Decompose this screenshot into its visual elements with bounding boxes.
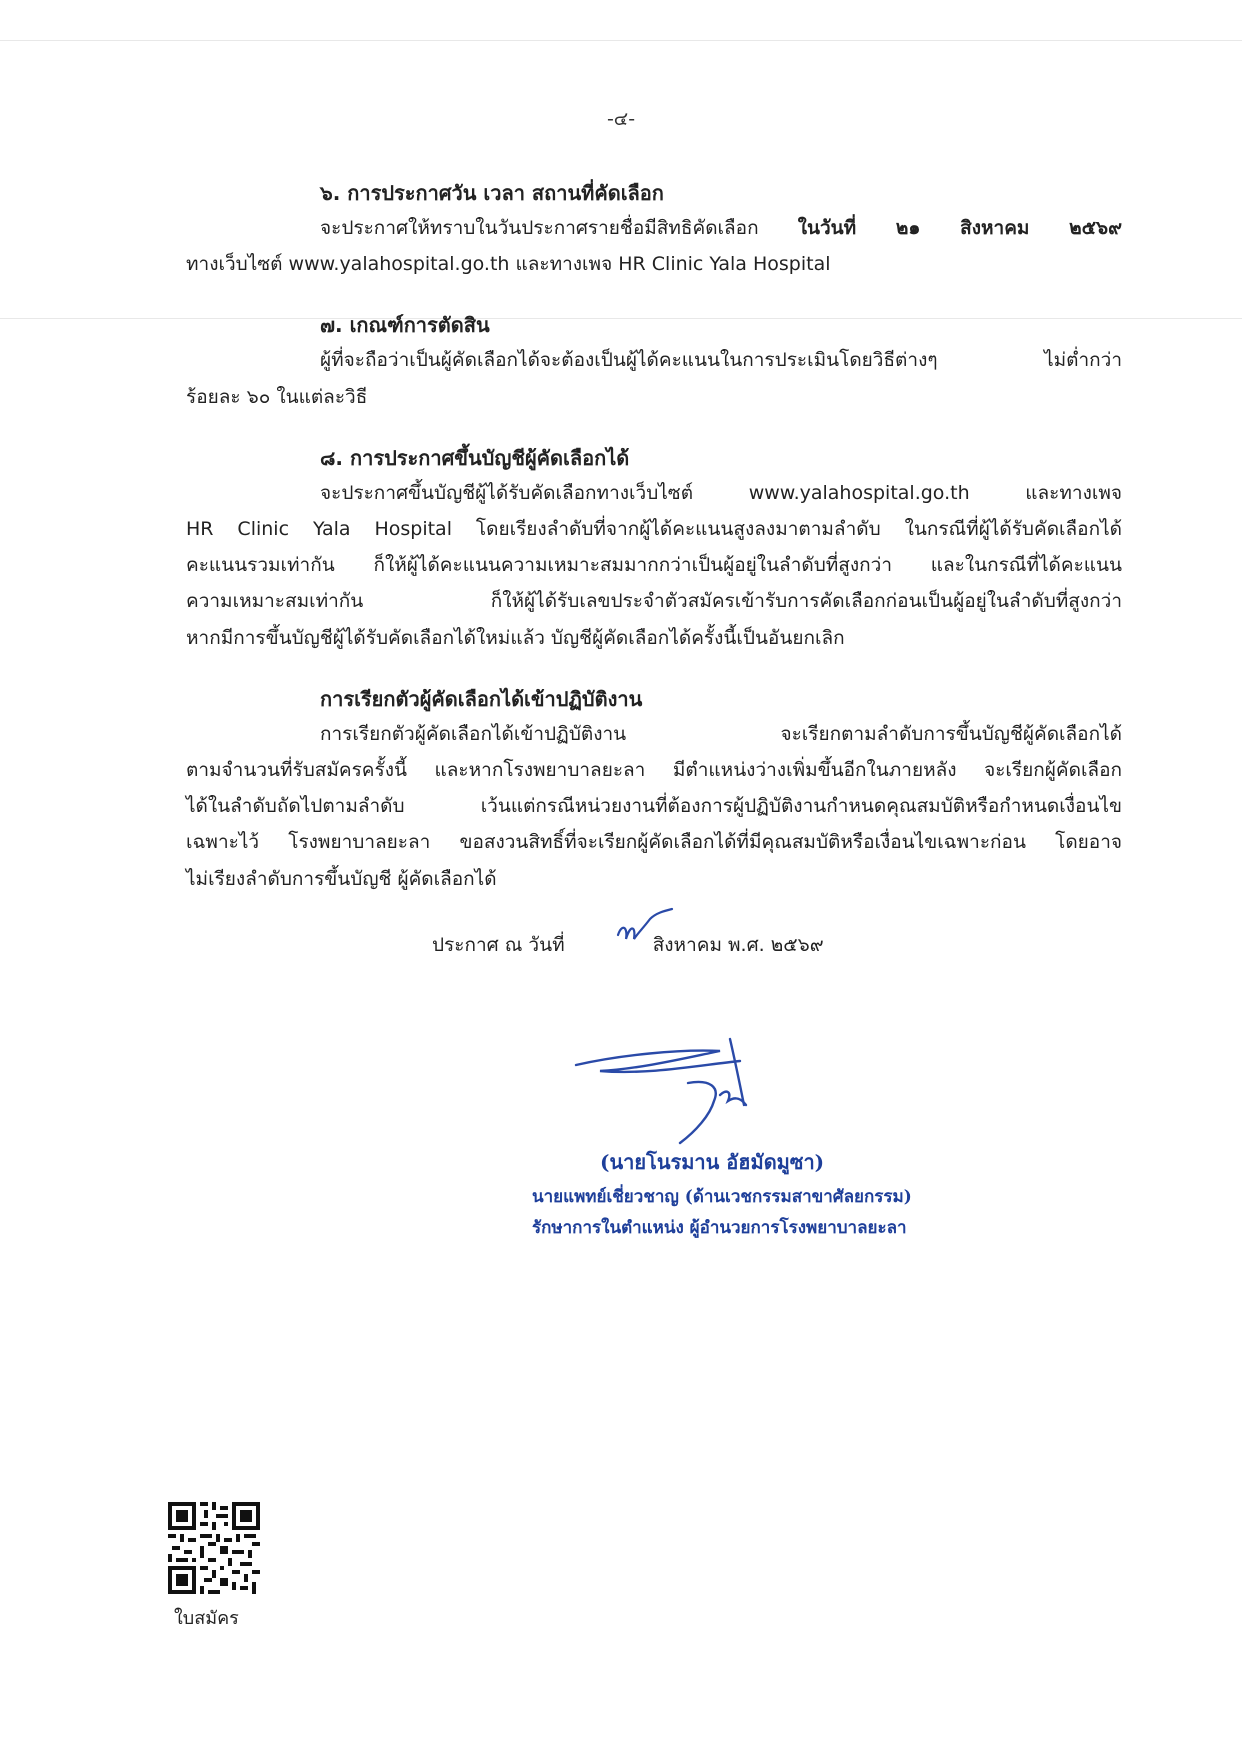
- signatory-position: รักษาการในตำแหน่ง ผู้อำนวยการโรงพยาบาลยะลา: [532, 1218, 907, 1238]
- announcement-suffix: สิงหาคม พ.ศ. ๒๕๖๙: [652, 934, 824, 956]
- announcement-prefix: ประกาศ ณ วันที่: [432, 934, 565, 956]
- document-body: [186, 176, 1122, 897]
- section-9-line: เฉพาะไว้ โรงพยาบาลยะลา ขอสงวนสิทธิ์ที่จะเรียกผู้คัดเลือกได้ที่มีคุณสมบัติหรือเงื่อนไขเฉพาะก่อน โดยอาจ: [186, 831, 1122, 854]
- section-9-heading: การเรียกตัวผู้คัดเลือกได้เข้าปฏิบัติงาน: [320, 686, 643, 711]
- section-6-heading: ๖. การประกาศวัน เวลา สถานที่คัดเลือก: [320, 181, 664, 205]
- section-8-line: จะประกาศขึ้นบัญชีผู้ได้รับคัดเลือกทางเว็บไซต์ www.yalahospital.go.th และทางเพจ: [320, 481, 1122, 504]
- handwritten-signature: [570, 1035, 810, 1145]
- section-7-line-1: ผู้ที่จะถือว่าเป็นผู้คัดเลือกได้จะต้องเป็นผู้ได้คะแนนในการประเมินโดยวิธีต่างๆ ไม่ต่ำกว่า: [320, 349, 1122, 372]
- qr-caption: ใบสมัคร: [174, 1608, 239, 1629]
- section-6-date: ในวันที่ ๒๑ สิงหาคม ๒๕๖๙: [797, 217, 1123, 239]
- section-9-line: การเรียกตัวผู้คัดเลือกได้เข้าปฏิบัติงาน จะเรียกตามลำดับการขึ้นบัญชีผู้คัดเลือกได้: [320, 722, 1122, 745]
- section-6-line-1: [186, 210, 1122, 246]
- section-8-heading: ๘. การประกาศขึ้นบัญชีผู้คัดเลือกได้: [320, 445, 630, 470]
- section-8-line: หากมีการขึ้นบัญชีผู้ได้รับคัดเลือกได้ใหม่แล้ว บัญชีผู้คัดเลือกได้ครั้งนี้เป็นอันยกเลิก: [186, 626, 845, 649]
- section-9-line: ไม่เรียงลำดับการขึ้นบัญชี ผู้คัดเลือกได้: [186, 867, 497, 890]
- section-8-line: คะแนนรวมเท่ากัน ก็ให้ผู้ได้คะแนนความเหมาะสมมากกว่าเป็นผู้อยู่ในลำดับที่สูงกว่า และในกรณีที่ได้คะแนน: [186, 554, 1122, 577]
- signatory-title: นายแพทย์เชี่ยวชาญ (ด้านเวชกรรมสาขาศัลยกรรม): [532, 1187, 912, 1207]
- section-6-line-1-text: จะประกาศให้ทราบในวันประกาศรายชื่อมีสิทธิคัดเลือก: [320, 217, 759, 239]
- section-9-line: ตามจำนวนที่รับสมัครครั้งนี้ และหากโรงพยาบาลยะลา มีตำแหน่งว่างเพิ่มขึ้นอีกในภายหลัง จะเรียกผู้คัดเลือก: [186, 759, 1122, 782]
- page-number: -๔-: [606, 108, 636, 130]
- signatory-name: (นายโนรมาน อัฮมัดมูซา): [600, 1150, 825, 1174]
- section-7-heading: ๗. เกณฑ์การตัดสิน: [320, 313, 490, 338]
- section-6-line-2: ทางเว็บไซต์ www.yalahospital.go.th และทางเพจ HR Clinic Yala Hospital: [186, 253, 831, 276]
- handwritten-day-mark: [614, 905, 674, 955]
- qr-code[interactable]: [168, 1502, 260, 1594]
- section-7-line-2: ร้อยละ ๖๐ ในแต่ละวิธี: [186, 385, 368, 408]
- section-8-line: HR Clinic Yala Hospital โดยเรียงลำดับที่จากผู้ได้คะแนนสูงลงมาตามลำดับ ในกรณีที่ผู้ได้รับคัดเลือกได้: [186, 518, 1122, 541]
- section-8-line: ความเหมาะสมเท่ากัน ก็ให้ผู้ได้รับเลขประจำตัวสมัครเข้ารับการคัดเลือกก่อนเป็นผู้อยู่ในลำดับที่สูงกว่า: [186, 590, 1122, 613]
- section-9-line: ได้ในลำดับถัดไปตามลำดับ เว้นแต่กรณีหน่วยงานที่ต้องการผู้ปฏิบัติงานกำหนดคุณสมบัติหรือกำหนดเงื่อนไข: [186, 795, 1122, 818]
- scan-artifact-line: [0, 40, 1242, 41]
